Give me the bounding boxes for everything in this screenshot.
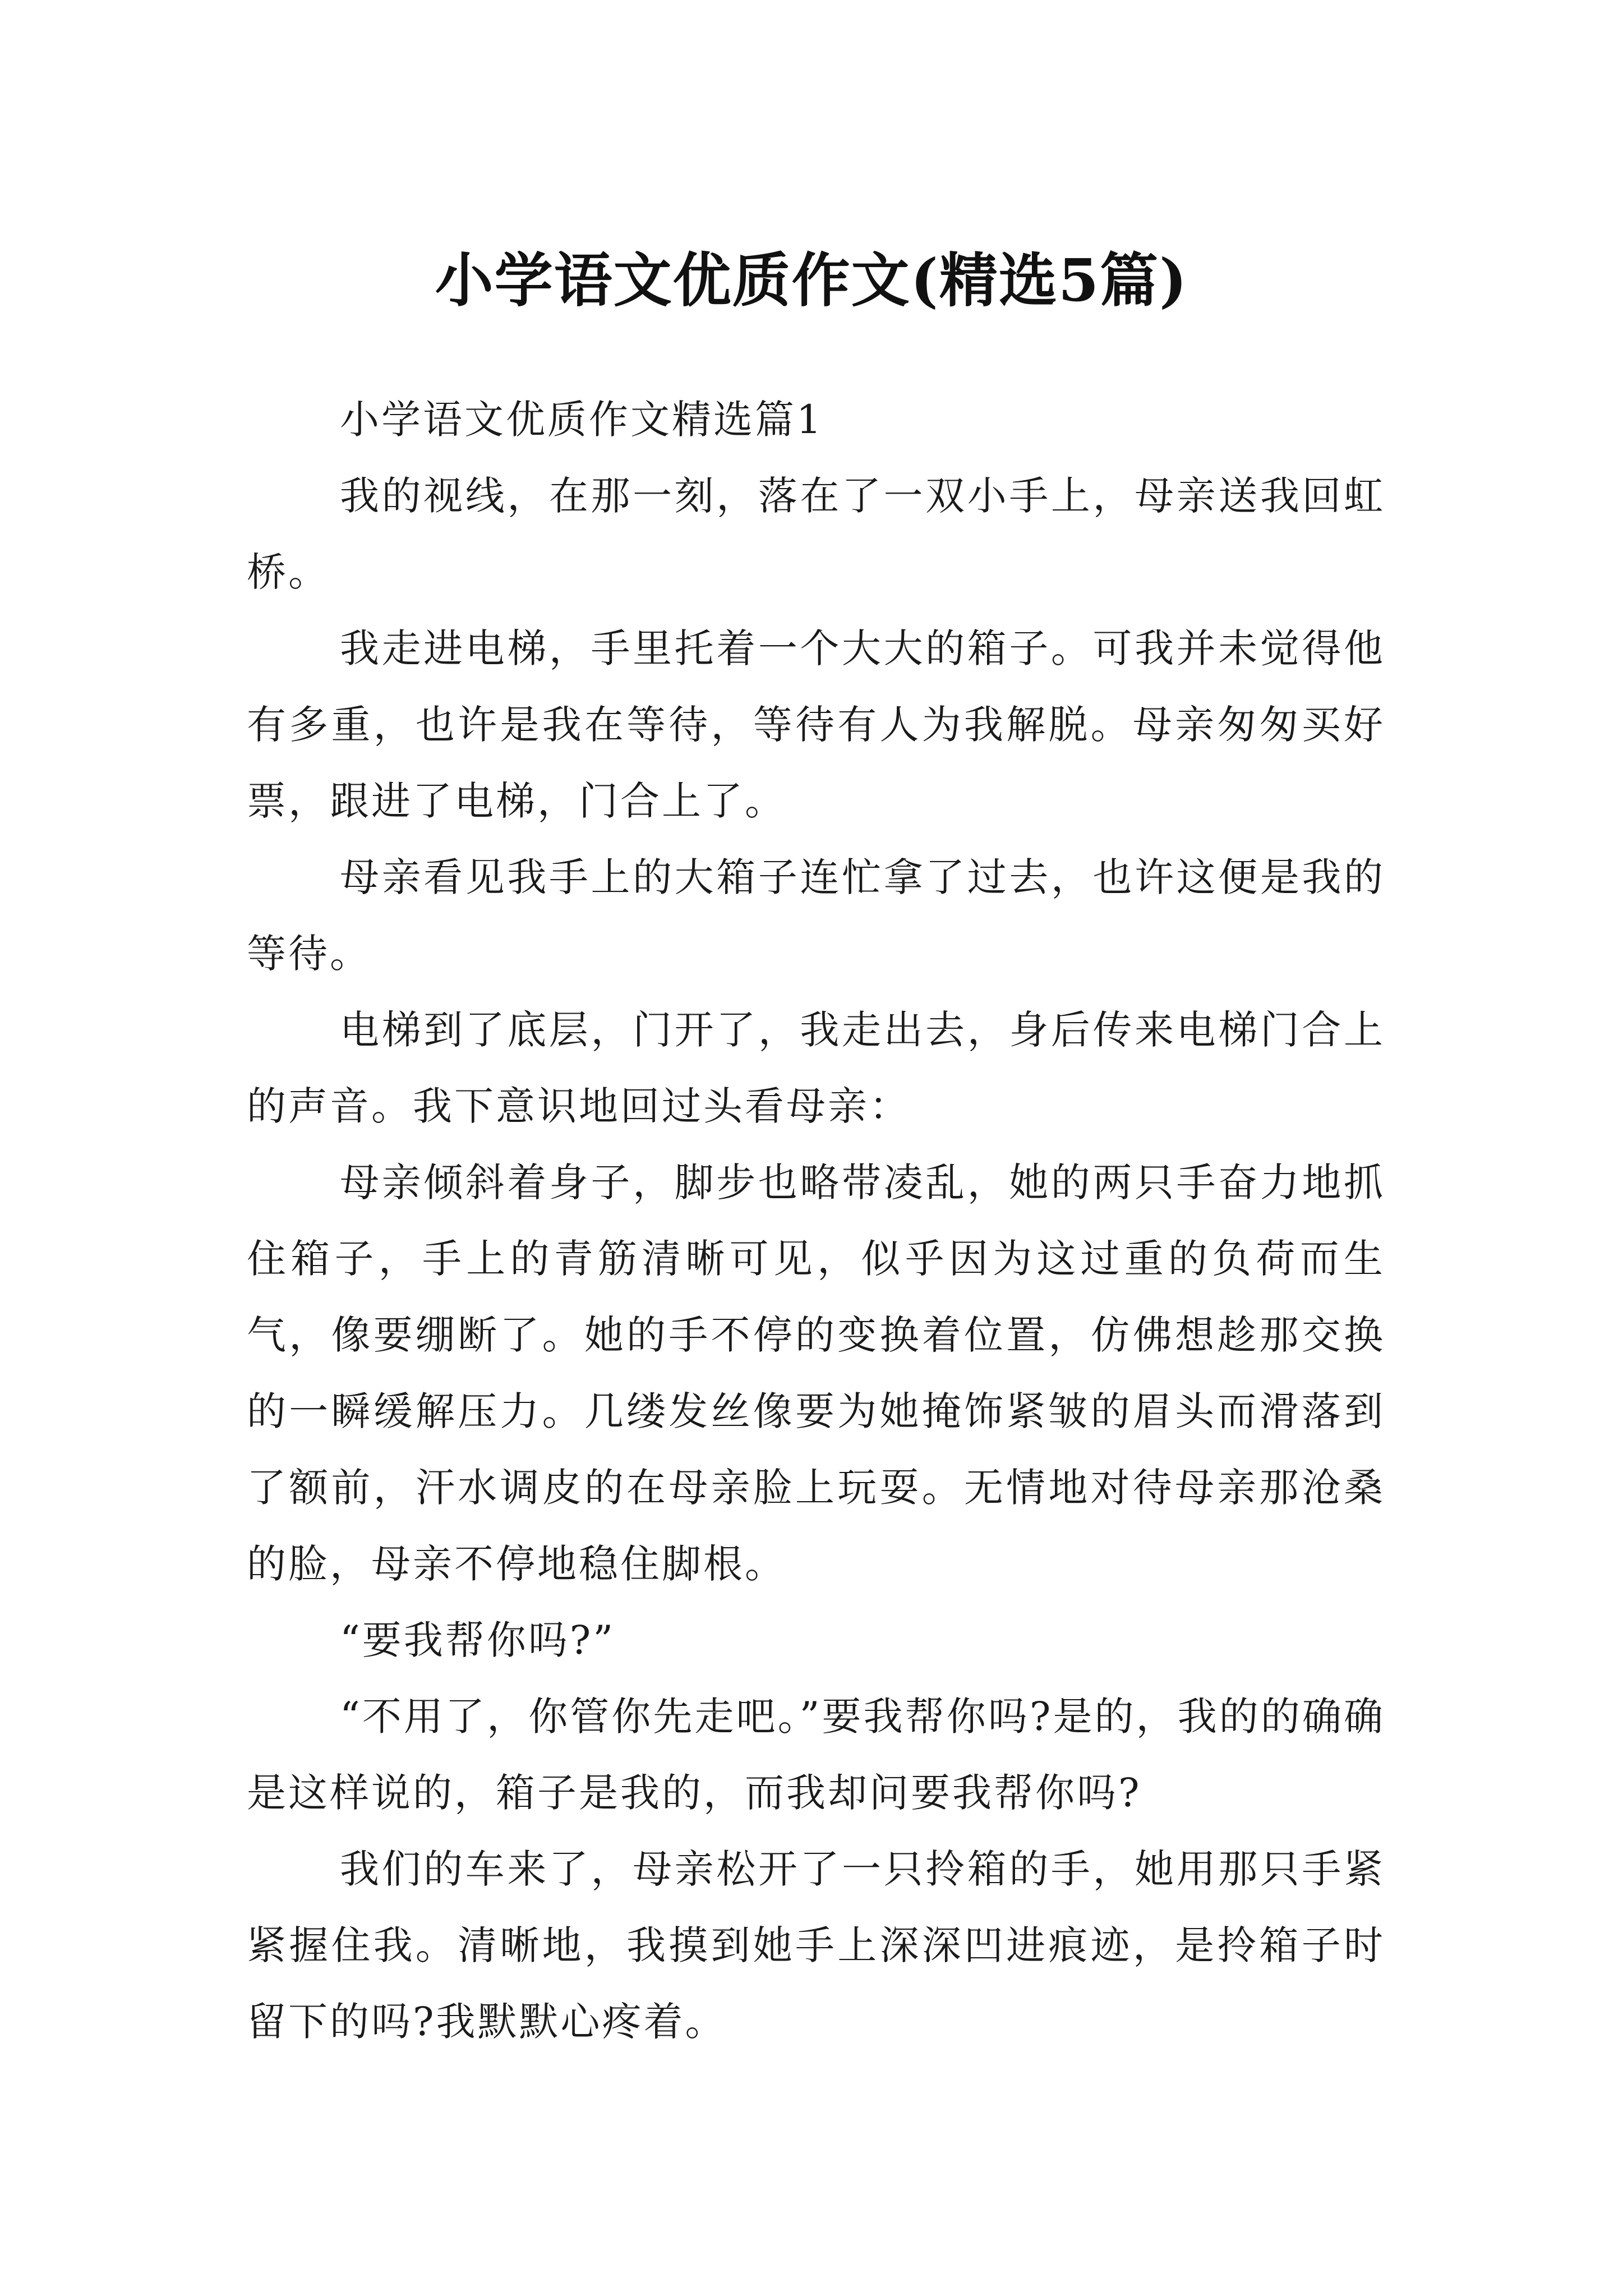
paragraph: 电梯到了底层，门开了，我走出去，身后传来电梯门合上的声音。我下意识地回过头看母亲： (247, 1007, 1385, 1129)
paragraph: 我走进电梯，手里托着一个大大的箱子。可我并未觉得他有多重，也许是我在等待，等待有人为我解脱。母亲匆匆买好票，跟进了电梯，门合上了。 (247, 625, 1385, 824)
paragraph: 我们的车来了，母亲松开了一只拎箱的手，她用那只手紧紧握住我。清晰地，我摸到她手上深深凹进痕迹，是拎箱子时留下的吗?我默默心疼着。 (247, 1846, 1385, 2045)
document-title: 小学语文优质作文(精选5篇) (435, 245, 1188, 315)
section-heading: 小学语文优质作文精选篇1 (340, 397, 824, 443)
paragraph: 母亲看见我手上的大箱子连忙拿了过去，也许这便是我的等待。 (247, 854, 1385, 977)
paragraph: “要我帮你吗?” (340, 1617, 616, 1663)
paragraph: “不用了，你管你先走吧。”要我帮你吗?是的，我的的确确是这样说的，箱子是我的，而我却问要我帮你吗? (247, 1694, 1385, 1816)
document-body (247, 381, 1385, 2060)
paragraph: 我的视线，在那一刻，落在了一双小手上，母亲送我回虹桥。 (247, 473, 1385, 595)
paragraph: 母亲倾斜着身子，脚步也略带凌乱，她的两只手奋力地抓住箱子，手上的青筋清晰可见，似乎因为这过重的负荷而生气，像要绷断了。她的手不停的变换着位置，仿佛想趁那交换的一瞬缓解压力。几缕发丝像要为她掩饰紧皱的眉头而滑落到了额前，汗水调皮的在母亲脸上玩耍。无情地对待母亲那沧桑的脸，母亲不停地稳住脚根。 (247, 1159, 1385, 1587)
